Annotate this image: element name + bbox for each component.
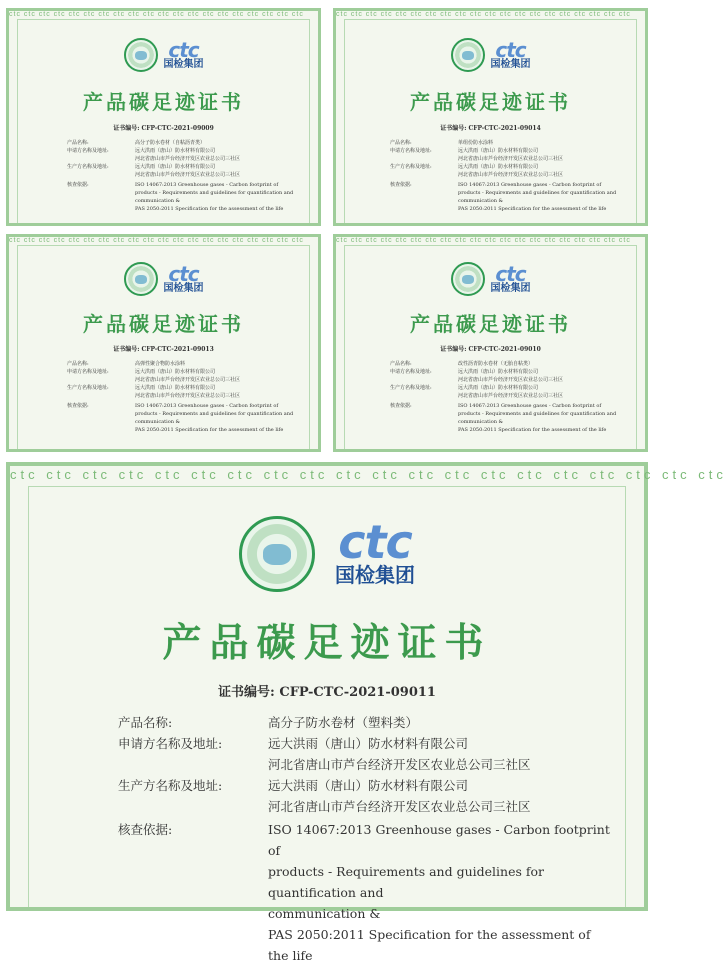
ctc-logo <box>163 37 204 70</box>
producer-label: 生产方名称及地址: <box>390 164 432 170</box>
basis-label: 核查依据: <box>67 182 89 188</box>
basis-line-1: ISO 14067:2013 Greenhouse gases - Carbon footprint of <box>135 182 279 188</box>
certificate-number: 证书编号: CFP-CTC-2021-09011 <box>218 685 436 700</box>
basis-line-3: communication & <box>268 906 381 921</box>
applicant-name: 远大洪雨（唐山）防水材料有限公司 <box>268 736 469 751</box>
certificate-card-5 <box>6 462 727 963</box>
producer-label: 生产方名称及地址: <box>67 385 109 391</box>
applicant-name: 远大洪雨（唐山）防水材料有限公司 <box>458 148 539 154</box>
producer-address: 河北省唐山市芦台经济开发区农业总公司三社区 <box>458 393 564 399</box>
certificate-title: 产品碳足迹证书 <box>83 312 244 336</box>
certificate-number: 证书编号: CFP-CTC-2021-09014 <box>440 125 541 132</box>
applicant-label: 申请方名称及地址: <box>390 148 432 154</box>
applicant-label: 申请方名称及地址: <box>118 736 223 751</box>
basis-line-3: communication & <box>458 419 503 425</box>
ctc-logo <box>163 261 204 294</box>
border-pattern: ctc ctc ctc ctc ctc ctc ctc ctc ctc ctc ctc ctc ctc ctc ctc ctc ctc ctc ctc ctc <box>10 467 727 482</box>
certificate-card-1 <box>6 8 321 226</box>
basis-line-2: products - Requirements and guidelines for quantification and <box>135 190 294 196</box>
applicant-address: 河北省唐山市芦台经济开发区农业总公司三社区 <box>135 377 241 383</box>
ctc-logo-text: ctc <box>168 261 199 286</box>
ctc-logo-text: ctc <box>168 37 199 62</box>
carbon-footprint-seal-icon <box>239 516 315 592</box>
ctc-logo-text: ctc <box>338 515 412 569</box>
applicant-address: 河北省唐山市芦台经济开发区农业总公司三社区 <box>458 377 564 383</box>
basis-label: 核查依据: <box>390 182 412 188</box>
ctc-logo <box>335 515 415 587</box>
producer-address: 河北省唐山市芦台经济开发区农业总公司三社区 <box>135 393 241 399</box>
basis-line-1: ISO 14067:2013 Greenhouse gases - Carbon footprint of <box>268 822 610 858</box>
producer-name: 远大洪雨（唐山）防水材料有限公司 <box>458 164 539 170</box>
basis-line-3: communication & <box>135 198 180 204</box>
basis-label: 核查依据: <box>118 822 173 837</box>
applicant-name: 远大洪雨（唐山）防水材料有限公司 <box>135 369 216 375</box>
ctc-logo <box>490 37 531 70</box>
producer-address: 河北省唐山市芦台经济开发区农业总公司三社区 <box>135 172 241 178</box>
applicant-label: 申请方名称及地址: <box>67 148 109 154</box>
product-label: 产品名称: <box>390 140 412 146</box>
basis-line-4: PAS 2050:2011 Specification for the assessment of the life <box>458 206 607 212</box>
certificate-number: 证书编号: CFP-CTC-2021-09013 <box>113 346 214 353</box>
basis-line-4: PAS 2050:2011 Specification for the assessment of the life <box>135 206 284 212</box>
ctc-logo-text: ctc <box>495 37 526 62</box>
ctc-logo <box>490 261 531 294</box>
certificate-details <box>118 712 614 966</box>
carbon-footprint-seal-icon <box>451 262 485 296</box>
basis-line-2: products - Requirements and guidelines for quantification and <box>458 411 617 417</box>
certificate-title: 产品碳足迹证书 <box>162 620 492 666</box>
certificate-card-4 <box>333 234 648 452</box>
producer-label: 生产方名称及地址: <box>118 778 223 793</box>
basis-line-1: ISO 14067:2013 Greenhouse gases - Carbon footprint of <box>458 403 602 409</box>
producer-name: 远大洪雨（唐山）防水材料有限公司 <box>135 164 216 170</box>
logo-row <box>336 38 645 72</box>
certificate-title: 产品碳足迹证书 <box>410 312 571 336</box>
applicant-label: 申请方名称及地址: <box>390 369 432 375</box>
border-pattern: ctc ctc ctc ctc ctc ctc ctc ctc ctc ctc ctc ctc ctc ctc ctc ctc ctc ctc ctc ctc <box>9 11 304 18</box>
product-label: 产品名称: <box>67 361 89 367</box>
producer-name: 远大洪雨（唐山）防水材料有限公司 <box>135 385 216 391</box>
basis-line-1: ISO 14067:2013 Greenhouse gases - Carbon footprint of <box>135 403 279 409</box>
carbon-footprint-seal-icon <box>124 38 158 72</box>
basis-line-4: PAS 2050:2011 Specification for the assessment of the life <box>135 427 284 433</box>
product-label: 产品名称: <box>118 715 173 730</box>
group-name: 国检集团 <box>490 58 531 70</box>
logo-row <box>9 38 318 72</box>
basis-line-3: communication & <box>458 198 503 204</box>
product-value: 高弹性聚合物防水涂料 <box>135 361 186 367</box>
carbon-footprint-seal-icon <box>124 262 158 296</box>
producer-label: 生产方名称及地址: <box>390 385 432 391</box>
product-value: 高分子防水卷材（自粘沥青类） <box>135 140 206 146</box>
product-label: 产品名称: <box>390 361 412 367</box>
logo-row <box>336 262 645 296</box>
basis-line-1: ISO 14067:2013 Greenhouse gases - Carbon footprint of <box>458 182 602 188</box>
basis-line-4: PAS 2050:2011 Specification for the assessment of the life <box>458 427 607 433</box>
certificate-number: 证书编号: CFP-CTC-2021-09009 <box>113 125 214 132</box>
product-label: 产品名称: <box>67 140 89 146</box>
carbon-footprint-seal-icon <box>451 38 485 72</box>
group-name: 国检集团 <box>490 282 531 294</box>
logo-row <box>9 262 318 296</box>
producer-address: 河北省唐山市芦台经济开发区农业总公司三社区 <box>268 799 531 814</box>
certificate-details <box>350 360 631 434</box>
group-name: 国检集团 <box>163 282 204 294</box>
basis-line-2: products - Requirements and guidelines for quantification and <box>458 190 617 196</box>
border-pattern: ctc ctc ctc ctc ctc ctc ctc ctc ctc ctc ctc ctc ctc ctc ctc ctc ctc ctc ctc ctc <box>336 237 631 244</box>
producer-address: 河北省唐山市芦台经济开发区农业总公司三社区 <box>458 172 564 178</box>
applicant-name: 远大洪雨（唐山）防水材料有限公司 <box>458 369 539 375</box>
logo-row <box>10 516 644 592</box>
applicant-name: 远大洪雨（唐山）防水材料有限公司 <box>135 148 216 154</box>
ctc-logo-text: ctc <box>495 261 526 286</box>
basis-label: 核查依据: <box>67 403 89 409</box>
basis-label: 核查依据: <box>390 403 412 409</box>
group-name: 国检集团 <box>163 58 204 70</box>
product-value: 高分子防水卷材（塑料类） <box>268 715 419 730</box>
producer-name: 远大洪雨（唐山）防水材料有限公司 <box>268 778 469 793</box>
certificate-title: 产品碳足迹证书 <box>83 90 244 114</box>
basis-line-2: products - Requirements and guidelines for quantification and <box>135 411 294 417</box>
basis-line-4: PAS 2050:2011 Specification for the assessment of the life <box>268 927 591 963</box>
basis-line-2: products - Requirements and guidelines for quantification and <box>268 864 544 900</box>
applicant-label: 申请方名称及地址: <box>67 369 109 375</box>
certificate-title: 产品碳足迹证书 <box>410 90 571 114</box>
certificate-card-2 <box>333 8 648 226</box>
certificate-details <box>350 139 631 213</box>
producer-label: 生产方名称及地址: <box>67 164 109 170</box>
basis-line-3: communication & <box>135 419 180 425</box>
product-value: 改性沥青防水卷材（无胎自粘类） <box>458 361 534 367</box>
applicant-address: 河北省唐山市芦台经济开发区农业总公司三社区 <box>458 156 564 162</box>
border-pattern: ctc ctc ctc ctc ctc ctc ctc ctc ctc ctc ctc ctc ctc ctc ctc ctc ctc ctc ctc ctc <box>9 237 304 244</box>
applicant-address: 河北省唐山市芦台经济开发区农业总公司三社区 <box>135 156 241 162</box>
border-pattern: ctc ctc ctc ctc ctc ctc ctc ctc ctc ctc ctc ctc ctc ctc ctc ctc ctc ctc ctc ctc <box>336 11 631 18</box>
group-name: 国检集团 <box>335 563 415 587</box>
applicant-address: 河北省唐山市芦台经济开发区农业总公司三社区 <box>268 757 531 772</box>
certificate-details <box>27 139 304 213</box>
product-value: 单组份防水涂料 <box>458 140 494 146</box>
producer-name: 远大洪雨（唐山）防水材料有限公司 <box>458 385 539 391</box>
certificate-details <box>27 360 304 434</box>
certificate-card-3 <box>6 234 321 452</box>
certificate-number: 证书编号: CFP-CTC-2021-09010 <box>440 346 541 353</box>
